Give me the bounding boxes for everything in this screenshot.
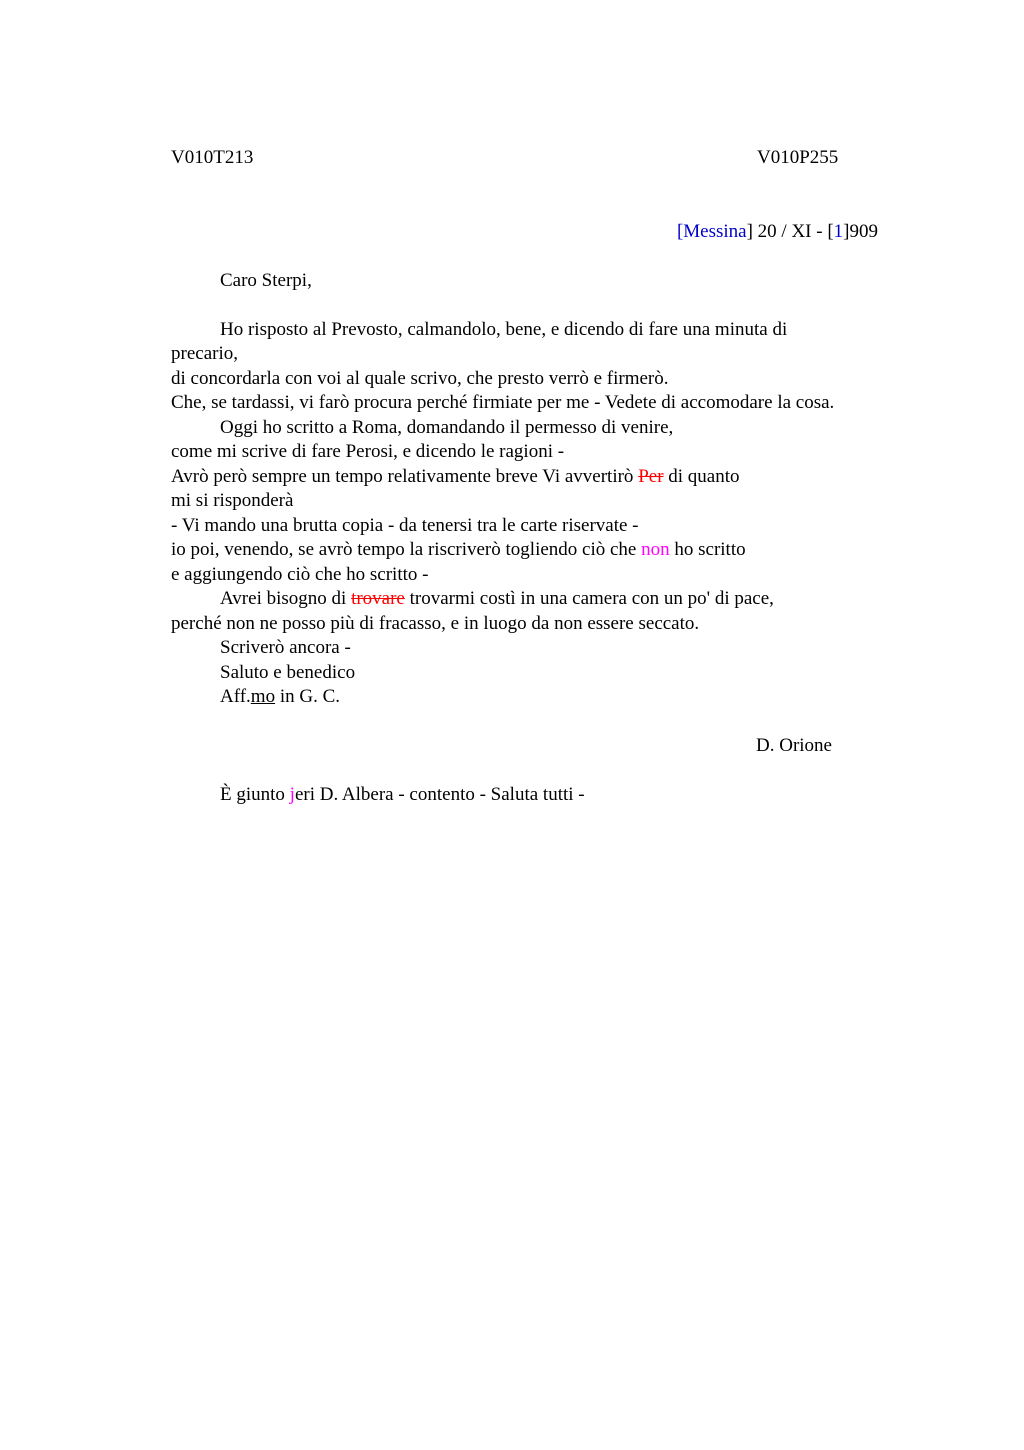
body-line-9: - Vi mando una brutta copia - da tenersi tra le carte riservate - bbox=[171, 515, 639, 536]
body-line-10 bbox=[171, 538, 746, 562]
document-code-right: V010P255 bbox=[757, 147, 839, 168]
document-code-left: V010T213 bbox=[171, 147, 254, 168]
closing-underlined: mo bbox=[250, 686, 276, 707]
line-7-text-b: di quanto bbox=[663, 466, 740, 487]
body-line-12 bbox=[220, 587, 774, 611]
deleted-word: Per bbox=[638, 466, 664, 487]
date-year-rest: ]909 bbox=[843, 221, 878, 242]
salutation: Caro Sterpi, bbox=[220, 270, 312, 291]
body-line-4: Che, se tardassi, vi farò procura perché firmiate per me - Vedete di accomodare la cosa. bbox=[171, 392, 835, 413]
body-line-11: e aggiungendo ciò che ho scritto - bbox=[171, 564, 429, 585]
line-10-text-a: io poi, venendo, se avrò tempo la riscriverò togliendo ciò che bbox=[171, 539, 642, 560]
signature: D. Orione bbox=[756, 735, 832, 756]
postscript bbox=[220, 783, 585, 807]
body-line-1: Ho risposto al Prevosto, calmandolo, bene, e dicendo di fare una minuta di bbox=[220, 319, 788, 340]
body-line-5: Oggi ho scritto a Roma, domandando il permesso di venire, bbox=[220, 417, 674, 438]
closing-text-a: Aff. bbox=[220, 686, 251, 707]
line-10-text-b: ho scritto bbox=[669, 539, 746, 560]
body-line-13: perché non ne posso più di fracasso, e in luogo da non essere seccato. bbox=[171, 613, 700, 634]
body-line-3: di concordarla con voi al quale scrivo, che presto verrò e firmerò. bbox=[171, 368, 669, 389]
inserted-letter: j bbox=[289, 784, 295, 805]
date-open-bracket: [ bbox=[676, 221, 684, 242]
body-line-6: come mi scrive di fare Perosi, e dicendo le ragioni - bbox=[171, 441, 565, 462]
line-7-text-a: Avrò però sempre un tempo relativamente breve Vi avvertirò bbox=[171, 466, 639, 487]
body-line-8: mi si risponderà bbox=[171, 490, 294, 511]
inserted-word: non bbox=[641, 539, 670, 560]
closing-line bbox=[220, 685, 340, 709]
date-year-digit: 1 bbox=[833, 221, 844, 242]
letter-date bbox=[677, 220, 878, 244]
line-12-text-a: Avrei bisogno di bbox=[220, 588, 352, 609]
body-line-14: Scriverò ancora - bbox=[220, 637, 351, 658]
deleted-word: trovare bbox=[351, 588, 405, 609]
body-line-7 bbox=[171, 465, 740, 489]
line-12-text-b: trovarmi costì in una camera con un po' di pace, bbox=[404, 588, 774, 609]
postscript-text-b: eri D. Albera - contento - Saluta tutti - bbox=[294, 784, 585, 805]
date-place: Messina bbox=[683, 221, 747, 242]
postscript-text-a: È giunto bbox=[220, 784, 290, 805]
body-line-15: Saluto e benedico bbox=[220, 662, 356, 683]
date-middle: ] 20 / XI - [ bbox=[746, 221, 834, 242]
body-line-2: precario, bbox=[171, 343, 238, 364]
closing-text-b: in G. C. bbox=[275, 686, 341, 707]
